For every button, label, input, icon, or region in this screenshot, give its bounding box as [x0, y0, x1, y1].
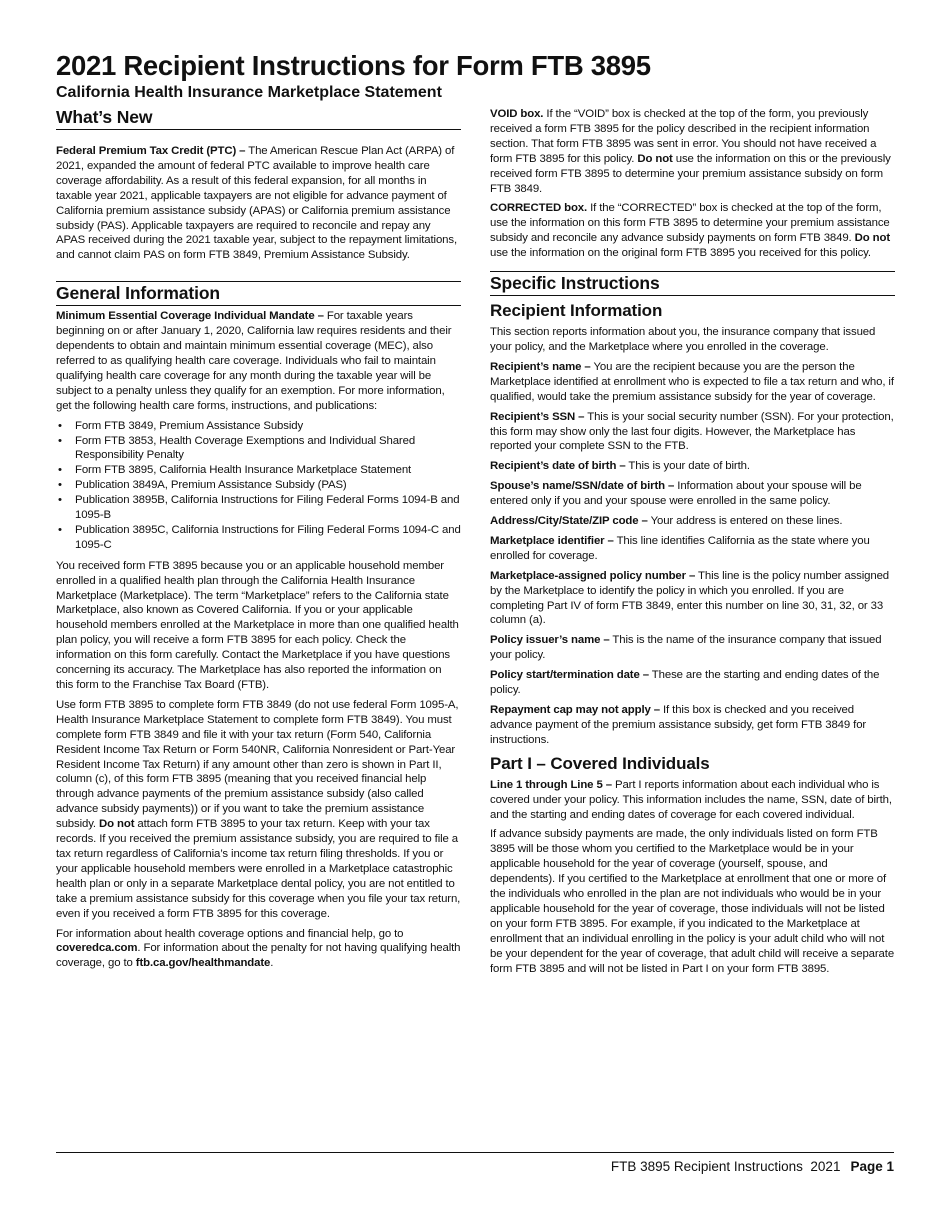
info-paragraph: [56, 927, 461, 972]
list-item: • Form FTB 3849, Premium Assistance Subsidy: [56, 419, 461, 434]
publications-list: [56, 419, 461, 553]
footer-divider: [56, 1152, 894, 1153]
page-title: 2021 Recipient Instructions for Form FTB 3895: [56, 50, 651, 81]
item-text: Information about your spouse will be entered only if you and your spouse were enrolled in the same policy.: [490, 480, 862, 508]
recipient-item: [490, 479, 895, 509]
recipient-item: [490, 410, 895, 455]
corrected-do-not: Do not: [854, 232, 890, 245]
void-text-1: If the “VOID” box is checked at the top of the form, you previously received a form FTB 3895 for the policy described in the recipient information section. That form FTB 3895 was sent in error. You should not have received a form FTB 3895 for this policy.: [490, 108, 877, 165]
item-label: Address/City/State/ZIP code –: [490, 515, 648, 528]
item-label: Policy issuer’s name –: [490, 634, 610, 647]
coveredca-link[interactable]: coveredca.com: [56, 942, 138, 955]
recipient-item: [490, 633, 895, 663]
recipient-item: [490, 534, 895, 564]
mec-paragraph: [56, 309, 461, 413]
whats-new-heading: What’s New: [56, 107, 461, 130]
part1-paragraph-2: If advance subsidy payments are made, the only individuals listed on form FTB 3895 will be those whom you certified to the Marketplace would be in your applicable household for the year of coverage (yourself, spouse, and dependents). If you certified to the Marketplace at enrollment that one or more of the individuals who enrolled in the plan are not individuals who would be in your applicable household for the year of coverage, those individuals will not be listed on your form FTB 3895. For example, if you indicated to the Marketplace at enrollment that an individual enrolling in the policy is your adult child who will not be your dependent for the year of coverage, that adult child will receive a separate form FTB 3895 and will not be listed in Part I on your form FTB 3895.: [490, 828, 895, 975]
item-label: Repayment cap may not apply –: [490, 704, 660, 716]
use-form-paragraph: [56, 698, 461, 922]
item-text: This line identifies California as the state where you enrolled for coverage.: [490, 534, 870, 562]
item-label: Marketplace-assigned policy number –: [490, 569, 696, 582]
corrected-paragraph: [490, 201, 895, 261]
item-text: You are the recipient because you are the person the Marketplace identified at enrollment who is expected to file a tax return and who, if qualified, would take the premium assistance subsidy for the year of coverage.: [490, 360, 894, 403]
recipient-item: [490, 360, 895, 405]
item-label: Marketplace identifier –: [490, 534, 614, 547]
part1-heading: Part I – Covered Individuals: [490, 753, 710, 773]
void-paragraph: [490, 107, 895, 196]
info-text-1: For information about health coverage options and financial help, go to: [56, 927, 404, 940]
ptc-paragraph: [56, 144, 461, 263]
right-column: [490, 107, 895, 982]
healthmandate-link[interactable]: ftb.ca.gov/healthmandate: [135, 957, 271, 970]
footer-form-label: FTB 3895 Recipient Instructions 2021: [610, 1159, 841, 1174]
recipient-item: [490, 668, 895, 698]
item-text: This line is the policy number assigned by the Marketplace to identify the policy in which you enrolled. If you are completing Part IV of form FTB 3849, enter this number on line 30, 31, 32, or 33 column (a).: [490, 569, 890, 627]
ptc-text: The American Rescue Plan Act (ARPA) of 2021, expanded the amount of federal PTC available to improve health care coverage affordability. As a result of this federal expansion, for all months in taxable year 2021, applicable taxpayers are not eligible for advance payment of California premium assistance subsidy (APAS) or California premium assistance subsidy (PAS). Applicable taxpayers are required to reconcile and repay any APAS received during the 2021 taxable year, subject to the repayment limitations, and cannot claim PAS on form FTB 3849, Premium Assistance Subsidy.: [56, 145, 457, 262]
list-item: • Form FTB 3853, Health Coverage Exemptions and Individual Shared Responsibility Penalty: [56, 434, 461, 464]
recipient-item: [490, 703, 895, 748]
part1-paragraph: [490, 778, 895, 823]
specific-instructions-heading: Specific Instructions: [490, 271, 895, 296]
list-item: • Form FTB 3895, California Health Insurance Marketplace Statement: [56, 463, 461, 478]
item-label: Recipient’s name –: [490, 360, 591, 373]
corrected-text-2: use the information on the original form FTB 3895 you received for this policy.: [490, 247, 871, 260]
info-text-2: . For information about the penalty for not having qualifying health coverage, go to: [56, 942, 461, 970]
mec-label: Minimum Essential Coverage Individual Mandate –: [56, 310, 324, 323]
recipient-info-heading: Recipient Information: [490, 301, 663, 321]
void-text-2: use the information on this or the previously received form FTB 3895 to determine your premium assistance subsidy on form FTB 3849.: [490, 152, 891, 195]
use-do-not: Do not: [99, 818, 135, 831]
left-column: [56, 107, 461, 976]
recipient-item: [490, 459, 895, 474]
void-label: VOID box.: [490, 108, 544, 120]
list-item: • Publication 3895B, California Instructions for Filing Federal Forms 1094-B and 1095-B: [56, 493, 461, 523]
general-info-heading: General Information: [56, 281, 461, 306]
list-item: • Publication 3895C, California Instructions for Filing Federal Forms 1094-C and 1095-C: [56, 523, 461, 553]
page-number: Page 1: [850, 1159, 894, 1174]
ptc-label: Federal Premium Tax Credit (PTC) –: [56, 145, 246, 157]
item-label: Policy start/termination date –: [490, 669, 649, 682]
info-text-3: .: [270, 957, 274, 970]
item-text: Your address is entered on these lines.: [647, 515, 843, 528]
item-text: This is the name of the insurance company that issued your policy.: [490, 634, 882, 662]
page-subtitle: California Health Insurance Marketplace Statement: [56, 84, 442, 101]
void-do-not: Do not: [637, 152, 673, 165]
item-label: Spouse’s name/SSN/date of birth –: [490, 480, 675, 493]
corrected-label: CORRECTED box.: [490, 202, 588, 215]
recipient-intro: This section reports information about you, the insurance company that issued your policy, and the Marketplace where you enrolled in the coverage.: [490, 326, 876, 353]
item-label: Recipient’s date of birth –: [490, 460, 626, 473]
use-text-2: attach form FTB 3895 to your tax return. Keep with your tax records. If you received the premium assistance subsidy, you are required to file a tax return regardless of California’s income tax return filing thresholds. If you or your applicable household members were enrolled in a Marketplace catastrophic health plan or only in a separate Marketplace dental policy, you are not entitled to take a premium assistance subsidy for this coverage when you file your tax return, even if you received a form FTB 3895 for this coverage.: [56, 818, 461, 920]
recipient-item: [490, 514, 895, 529]
part1-label: Line 1 through Line 5 –: [490, 778, 612, 791]
use-text-1: Use form FTB 3895 to complete form FTB 3849 (do not use federal Form 1095-A, Health Insurance Marketplace Statement to complete form FTB 3849). You must complete form FTB 3849 and file it with your tax return (Form 540, California Resident Income Tax Return or Form 540NR, California Nonresident or Part-Year Resident Income Tax Return) if any amount other than zero is shown in Part II, column (c), of this form FTB 3895 (meaning that you received financial help through advance payments of the premium assistance subsidy (also called advance subsidy payments)) or if you want to take the premium assistance subsidy.: [56, 698, 459, 831]
item-text: These are the starting and ending dates of the policy.: [490, 669, 880, 697]
item-text: This is your date of birth.: [625, 460, 750, 473]
corrected-text-1: If the “CORRECTED” box is checked at the top of the form, use the information on this form FTB 3895 to determine your premium assistance subsidy and reconcile any advance subsidy payments on form FTB 3849.: [490, 202, 890, 245]
part1-text: Part I reports information about each individual who is covered under your policy. This information includes the name, SSN, date of birth, and the starting and ending dates of coverage for each covered individual.: [490, 778, 892, 821]
received-paragraph: You received form FTB 3895 because you or an applicable household member enrolled in a qualified health plan through the California Health Insurance Marketplace (Marketplace). The term “Marketplace” refers to the California state Marketplace, also known as Covered California. If you or your applicable household members enrolled at the Marketplace in more than one qualified health plan policy, you will receive a form FTB 3895 for each policy. Check the information on this form carefully. Contact the Marketplace if you have questions concerning its accuracy. The Marketplace has also reported the information on this form to the Franchise Tax Board (FTB).: [56, 559, 459, 691]
item-text: If this box is checked and you received advance payment of the premium assistance subsidy, get form FTB 3849 for instructions.: [490, 704, 867, 746]
recipient-item: [490, 569, 895, 629]
item-text: This is your social security number (SSN). For your protection, this form may show only the last four digits. However, the Marketplace has reported your complete SSN to the FTB.: [490, 410, 894, 453]
mec-text: For taxable years beginning on or after January 1, 2020, California law requires residents and their dependents to obtain and maintain minimum essential coverage (MEC), also referred to as qualifying health care coverage. Individuals who fail to maintain qualifying health care coverage for any month during the taxable year will be subject to a penalty unless they qualify for an exemption. For more information, get the following health care forms, instructions, and publications:: [56, 310, 452, 412]
list-item: • Publication 3849A, Premium Assistance Subsidy (PAS): [56, 478, 461, 493]
page-footer: [56, 1159, 894, 1175]
item-label: Recipient’s SSN –: [490, 410, 585, 423]
